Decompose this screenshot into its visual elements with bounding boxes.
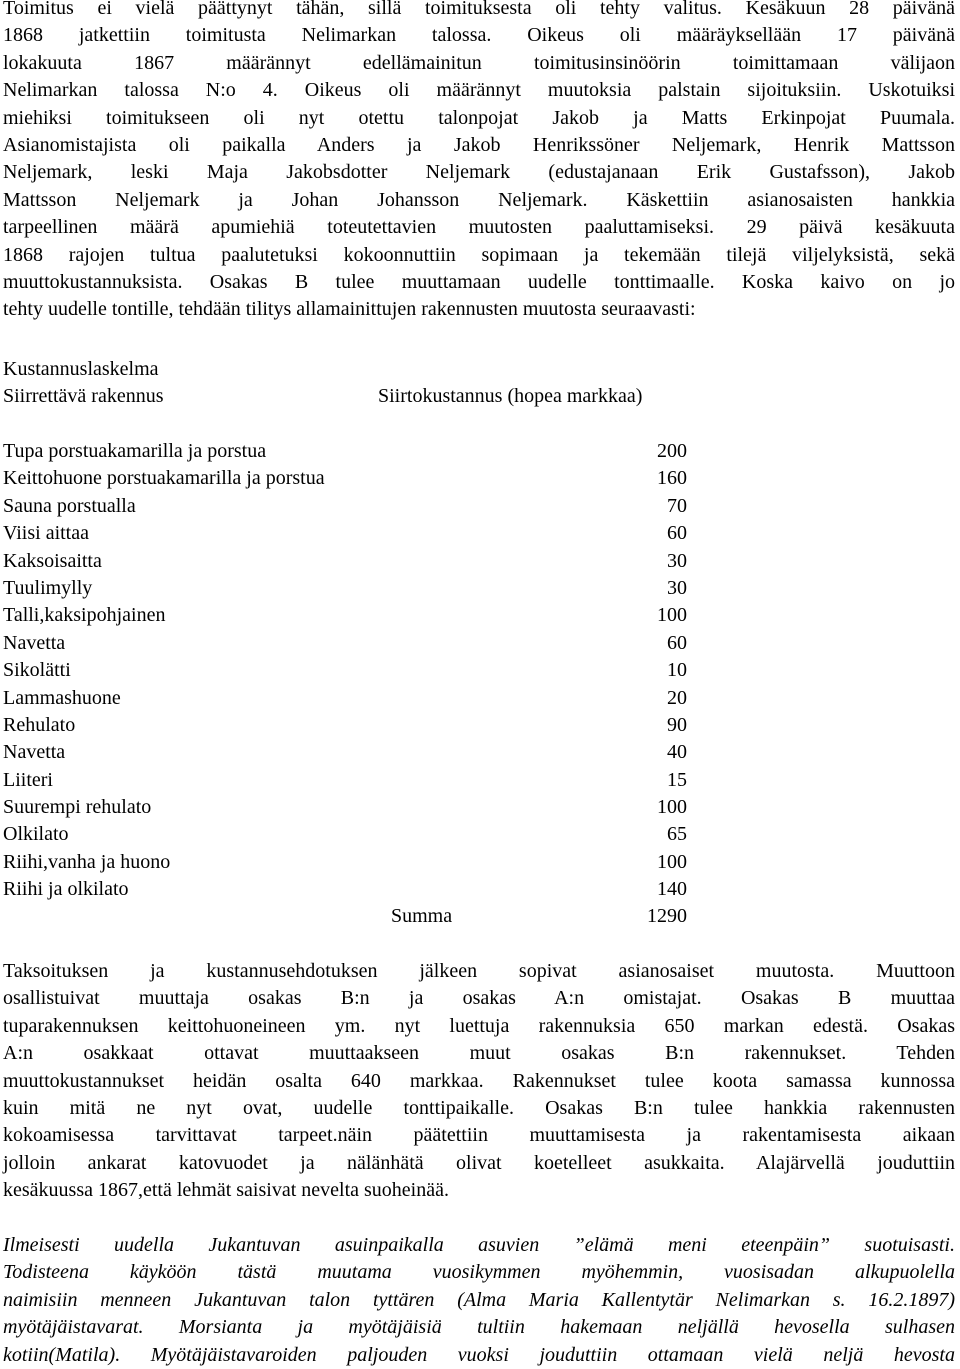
text-line: jolloin ankarat katovuodet ja nälänhätä olivat koetelleet asukkaita. Alajärvellä jouduttiin	[3, 1151, 955, 1174]
building-name: Tupa porstuakamarilla ja porstua	[3, 440, 267, 462]
total-label: Summa	[391, 905, 453, 927]
building-name: Sauna porstualla	[3, 494, 136, 517]
cost-value: 60	[667, 522, 687, 545]
cost-value: 30	[667, 549, 687, 572]
cost-value: 65	[667, 823, 687, 846]
table-row	[3, 466, 703, 493]
building-name: Rehulato	[3, 713, 76, 736]
text-line: myötäjäistavarat. Morsianta ja myötäjäisiä tultiin hakemaan neljällä hevosella sulhasen	[3, 1316, 955, 1339]
text-line: kotiin(Matila). Myötäjäistavaroiden paljouden vuoksi jouduttiin ottamaan vielä neljä hevosta	[3, 1343, 955, 1366]
paragraph-survey-history	[3, 0, 955, 324]
text-line: tehty uudelle tontille, tehdään tilitys allamainittujen rakennusten muutosta seuraavasti:	[3, 298, 696, 321]
table-row	[3, 521, 703, 548]
text-line: Asianomistajista oli paikalla Anders ja Jakob Henrikssöner Neljemark, Henrik Mattsson	[3, 134, 955, 157]
cost-value: 70	[667, 494, 687, 517]
cost-value: 30	[667, 576, 687, 599]
building-name: Lammashuone	[3, 686, 121, 709]
text-line: Todisteena käyköön tästä muutama vuosikymmen myöhemmin, vuosisadan alkupuolella	[3, 1261, 955, 1284]
text-line: Neljemark, leski Maja Jakobsdotter Neljemark (edustajanaan Erik Gustafsson), Jakob	[3, 161, 955, 184]
text-line: lokakuuta 1867 määrännyt edellämainitun toimitusinsinöörin toimittamaan välijaon	[3, 51, 955, 74]
building-name: Viisi aittaa	[3, 522, 89, 545]
text-line: muuttokustannukset heidän osalta 640 markkaa. Rakennukset tulee koota samassa kunnossa	[3, 1069, 955, 1092]
text-line: 1868 rajojen tultua paalutetuksi kokoonnuttiin sopimaan ja tekemään tilejä viljelyksistä, sekä	[3, 243, 955, 266]
text-line: tuparakennuksen keittohuoneineen ym. nyt luettuja rakennuksia 650 markan edestä. Osakas	[3, 1014, 955, 1037]
cost-table-title: Kustannuslaskelma	[3, 358, 159, 380]
paragraph-italic-note	[3, 1232, 955, 1369]
building-name: Suurempi rehulato	[3, 796, 152, 819]
table-row	[3, 631, 703, 658]
table-row	[3, 603, 703, 630]
cost-table-rows	[3, 439, 703, 905]
text-line: kuin mitä ne nyt ovat, uudelle tonttipaikalle. Osakas B:n tulee hankkia rakennusten	[3, 1097, 955, 1120]
cost-value: 100	[657, 604, 687, 627]
cost-value: 100	[657, 850, 687, 873]
text-line: kokoamisessa tarvittavat tarpeet.näin päätettiin muuttamisesta ja rakentamisesta aikaan	[3, 1124, 955, 1147]
paragraph-agreement	[3, 958, 955, 1205]
table-row	[3, 740, 703, 767]
table-row	[3, 439, 703, 466]
table-row	[3, 768, 703, 795]
building-name: Riihi,vanha ja huono	[3, 850, 171, 873]
text-line: Mattsson Neljemark ja Johan Johansson Neljemark. Käskettiin asianosaisten hankkia	[3, 188, 955, 211]
table-row	[3, 877, 703, 904]
cost-value: 100	[657, 796, 687, 819]
cost-table-total	[3, 904, 703, 931]
table-row	[3, 549, 703, 576]
text-line: miehiksi toimitukseen oli nyt otettu talonpojat Jakob ja Matts Erkinpojat Puumala.	[3, 106, 955, 129]
building-name: Navetta	[3, 741, 66, 764]
text-line: 1868 jatkettiin toimitusta Nelimarkan talossa. Oikeus oli määräyksellään 17 päivänä	[3, 24, 955, 47]
building-name: Keittohuone porstuakamarilla ja porstua	[3, 467, 325, 490]
table-row	[3, 494, 703, 521]
building-name: Olkilato	[3, 823, 69, 846]
cost-value: 60	[667, 631, 687, 654]
table-row	[3, 576, 703, 603]
building-name: Tuulimylly	[3, 576, 93, 599]
building-name: Riihi ja olkilato	[3, 878, 129, 901]
text-line: A:n osakkaat ottavat muuttaakseen muut osakas B:n rakennukset. Tehden	[3, 1042, 955, 1065]
cost-value: 140	[657, 878, 687, 901]
cost-value: 90	[667, 713, 687, 736]
cost-value: 40	[667, 741, 687, 764]
cost-table-header-building: Siirrettävä rakennus	[3, 385, 164, 407]
text-line: osallistuivat muuttaja osakas B:n ja osakas A:n omistajat. Osakas B muuttaa	[3, 987, 955, 1010]
table-row	[3, 713, 703, 740]
text-line: naimisiin menneen Jukantuvan talon tyttären (Alma Maria Kallentytär Nelimarkan s. 16.2.1897)	[3, 1288, 955, 1311]
building-name: Liiteri	[3, 768, 53, 791]
building-name: Talli,kaksipohjainen	[3, 604, 166, 627]
table-row	[3, 658, 703, 685]
text-line: Toimitus ei vielä päättynyt tähän, sillä toimituksesta oli tehty valitus. Kesäkuun 28 päivänä	[3, 0, 955, 19]
building-name: Navetta	[3, 631, 66, 654]
text-line: kesäkuussa 1867,että lehmät saisivat nevelta suoheinää.	[3, 1179, 449, 1202]
text-line: muuttokustannuksista. Osakas B tulee muuttamaan uudelle tonttimaalle. Koska kaivo on jo	[3, 271, 955, 294]
table-row	[3, 686, 703, 713]
building-name: Sikolätti	[3, 659, 71, 682]
cost-value: 200	[657, 440, 687, 462]
table-row	[3, 795, 703, 822]
cost-value: 20	[667, 686, 687, 709]
text-line: Taksoituksen ja kustannusehdotuksen jälkeen sopivat asianosaiset muutosta. Muuttoon	[3, 960, 955, 982]
text-line: Ilmeisesti uudella Jukantuvan asuinpaikalla asuvien ”elämä meni eteenpäin” suotuisasti.	[3, 1234, 955, 1256]
cost-value: 160	[657, 467, 687, 490]
building-name: Kaksoisaitta	[3, 549, 102, 572]
total-value: 1290	[647, 905, 687, 927]
cost-value: 10	[667, 659, 687, 682]
table-row	[3, 822, 703, 849]
table-row	[3, 850, 703, 877]
cost-table-header-cost: Siirtokustannus (hopea markkaa)	[378, 385, 643, 407]
text-line: tarpeellinen määrä apumiehiä toteutettavien muutosten paaluttamiseksi. 29 päivä kesäkuuta	[3, 216, 955, 239]
cost-value: 15	[667, 768, 687, 791]
text-line: Nelimarkan talossa N:o 4. Oikeus oli määrännyt muutoksia palstain sijoituksiin. Uskotuiksi	[3, 79, 955, 102]
